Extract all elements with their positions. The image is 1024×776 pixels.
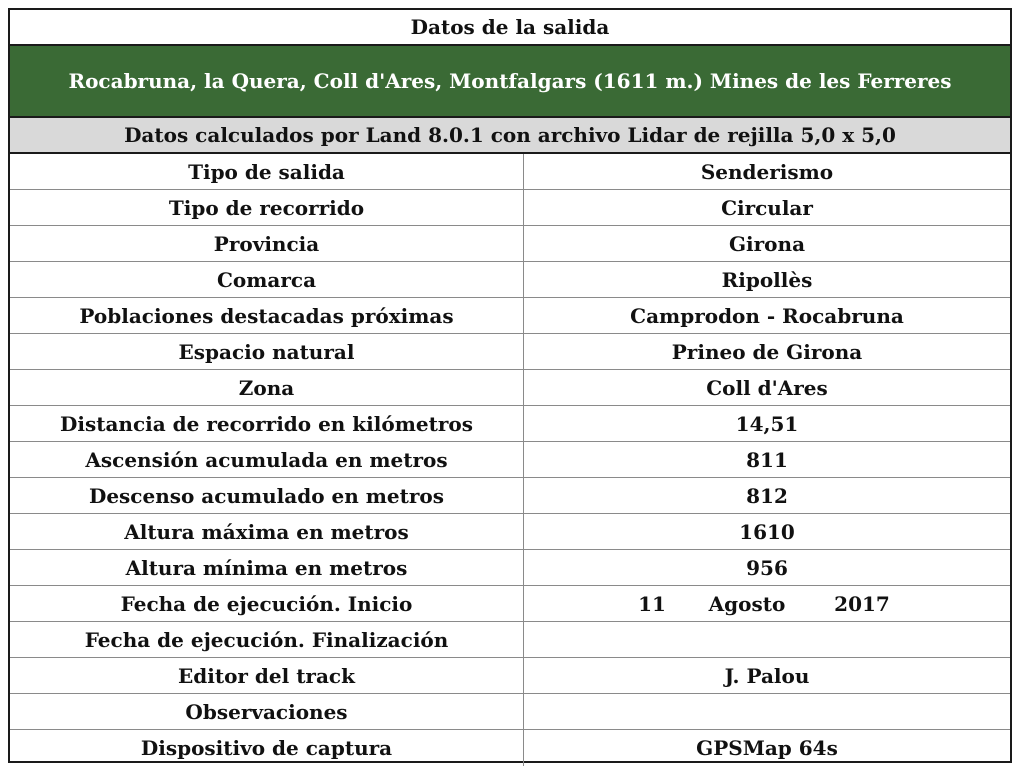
start-date-value [524, 586, 1010, 621]
table-row [10, 298, 1010, 334]
route-name: Rocabruna, la Quera, Coll d'Ares, Montfalgars (1611 m.) Mines de les Ferreres [68, 69, 952, 93]
row-label: Fecha de ejecución. Finalización [10, 622, 524, 657]
trip-data-table [8, 8, 1012, 763]
row-label: Editor del track [10, 658, 524, 693]
row-label: Poblaciones destacadas próximas [10, 298, 524, 333]
route-row [10, 46, 1010, 118]
table-row [10, 442, 1010, 478]
calc-note: Datos calculados por Land 8.0.1 con archivo Lidar de rejilla 5,0 x 5,0 [124, 123, 896, 147]
table-row [10, 694, 1010, 730]
row-value: Circular [721, 195, 813, 220]
table-row [10, 334, 1010, 370]
table-row [10, 622, 1010, 658]
row-value: GPSMap 64s [696, 736, 838, 760]
start-date-month: Agosto [708, 591, 786, 616]
row-label: Espacio natural [10, 334, 524, 369]
table-row [10, 406, 1010, 442]
table-row [10, 370, 1010, 406]
row-value: Prineo de Girona [671, 339, 863, 364]
row-value: Camprodon - Rocabruna [630, 303, 904, 328]
calc-note-row [10, 118, 1010, 154]
row-label: Tipo de salida [10, 154, 524, 189]
start-date-year: 2017 [834, 591, 890, 616]
row-value: Girona [728, 231, 806, 256]
row-value: 1610 [739, 519, 795, 544]
row-label: Descenso acumulado en metros [10, 478, 524, 513]
row-value: Senderismo [700, 159, 834, 184]
row-label: Ascensión acumulada en metros [10, 442, 524, 477]
row-label: Dispositivo de captura [10, 730, 524, 766]
table-title: Datos de la salida [410, 15, 610, 39]
table-row [10, 550, 1010, 586]
start-date-day: 11 [638, 591, 666, 616]
table-row [10, 730, 1010, 766]
row-label: Altura máxima en metros [10, 514, 524, 549]
table-row [10, 262, 1010, 298]
row-label: Tipo de recorrido [10, 190, 524, 225]
row-label: Observaciones [10, 694, 524, 729]
row-label: Comarca [10, 262, 524, 297]
row-label: Provincia [10, 226, 524, 261]
table-row [10, 190, 1010, 226]
title-row [10, 10, 1010, 46]
start-date-label: Fecha de ejecución. Inicio [10, 586, 524, 621]
row-value: 811 [746, 447, 788, 472]
row-label: Altura mínima en metros [10, 550, 524, 585]
table-row [10, 478, 1010, 514]
table-row [10, 226, 1010, 262]
row-value: 956 [746, 555, 788, 580]
table-row [10, 658, 1010, 694]
row-label: Zona [10, 370, 524, 405]
row-label: Distancia de recorrido en kilómetros [10, 406, 524, 441]
row-value: 14,51 [735, 411, 799, 436]
row-value [524, 694, 1010, 729]
row-value [524, 622, 1010, 657]
row-value: Ripollès [721, 267, 813, 292]
table-row [10, 154, 1010, 190]
row-value: 812 [746, 483, 788, 508]
row-value: Coll d'Ares [706, 375, 828, 400]
start-date-row [10, 586, 1010, 622]
row-value: J. Palou [724, 663, 810, 688]
table-row [10, 514, 1010, 550]
